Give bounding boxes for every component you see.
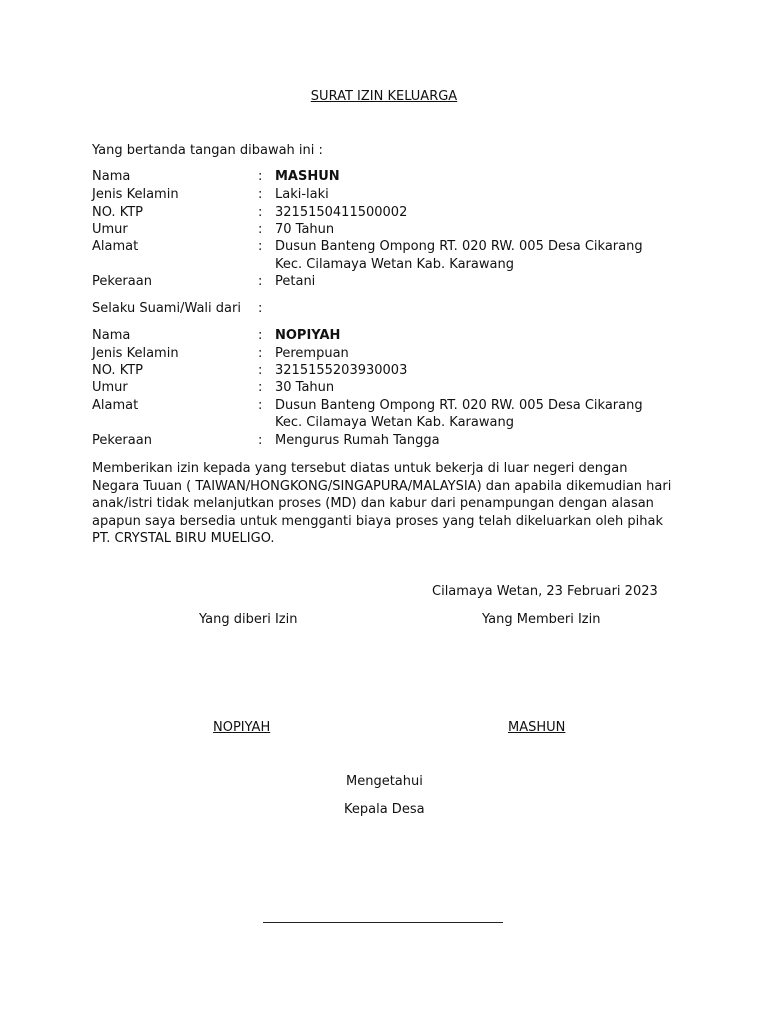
left-signatory-name: NOPIYAH bbox=[213, 720, 271, 735]
p2-alamat-line2: Kec. Cilamaya Wetan Kab. Karawang bbox=[275, 415, 514, 430]
p1-pekerjaan-value: Petani bbox=[275, 274, 316, 289]
p2-jk-label: Jenis Kelamin bbox=[92, 346, 179, 361]
p1-alamat-line1: Dusun Banteng Ompong RT. 020 RW. 005 Desa Cikarang bbox=[275, 239, 643, 254]
p2-alamat-line1: Dusun Banteng Ompong RT. 020 RW. 005 Desa Cikarang bbox=[275, 398, 643, 413]
p1-ktp-value: 3215150411500002 bbox=[275, 205, 408, 220]
colon: : bbox=[258, 346, 263, 361]
colon: : bbox=[258, 398, 263, 413]
p1-nama-label: Nama bbox=[92, 169, 131, 184]
colon: : bbox=[258, 274, 263, 289]
p1-jk-value: Laki-laki bbox=[275, 187, 329, 202]
left-signatory-label: Yang diberi Izin bbox=[199, 612, 298, 627]
document-title: SURAT IZIN KELUARGA bbox=[310, 89, 458, 104]
p1-nama-value: MASHUN bbox=[275, 169, 340, 184]
colon: : bbox=[258, 380, 263, 395]
statement-paragraph: Memberikan izin kepada yang tersebut diatas untuk bekerja di luar negeri dengan Negara Tuuan ( TAIWAN/HONGKONG/SINGAPURA/MALAYSIA) dan apabila dikemudian hari anak/istri tidak melanjutkan proses (MD) dan kabur dari penampungan dengan alasan apapun saya bersedia untuk mengganti biaya proses yang telah dikeluarkan oleh pihak PT. CRYSTAL BIRU MUELIGO. bbox=[92, 461, 672, 546]
p1-jk-label: Jenis Kelamin bbox=[92, 187, 179, 202]
p2-alamat-label: Alamat bbox=[92, 398, 139, 413]
colon: : bbox=[258, 239, 263, 254]
p1-pekerjaan-label: Pekeraan bbox=[92, 274, 152, 289]
colon: : bbox=[258, 433, 263, 448]
p1-alamat-label: Alamat bbox=[92, 239, 139, 254]
p2-nama-label: Nama bbox=[92, 328, 131, 343]
p2-jk-value: Perempuan bbox=[275, 346, 349, 361]
p2-umur-value: 30 Tahun bbox=[275, 380, 335, 395]
colon: : bbox=[258, 222, 263, 237]
intro-text: Yang bertanda tangan dibawah ini : bbox=[92, 143, 323, 158]
colon: : bbox=[258, 328, 263, 343]
p2-ktp-label: NO. KTP bbox=[92, 363, 143, 378]
colon: : bbox=[258, 363, 263, 378]
colon: : bbox=[258, 187, 263, 202]
p1-ktp-label: NO. KTP bbox=[92, 205, 143, 220]
p2-nama-value: NOPIYAH bbox=[275, 328, 341, 343]
village-head-label: Kepala Desa bbox=[344, 802, 425, 817]
colon: : bbox=[258, 301, 263, 316]
place-date: Cilamaya Wetan, 23 Februari 2023 bbox=[432, 584, 658, 599]
p2-pekerjaan-label: Pekeraan bbox=[92, 433, 152, 448]
village-head-signature-line bbox=[263, 922, 503, 923]
colon: : bbox=[258, 169, 263, 184]
p2-pekerjaan-value: Mengurus Rumah Tangga bbox=[275, 433, 440, 448]
right-signatory-label: Yang Memberi Izin bbox=[482, 612, 601, 627]
acknowledge-label: Mengetahui bbox=[346, 774, 423, 789]
p1-alamat-line2: Kec. Cilamaya Wetan Kab. Karawang bbox=[275, 257, 514, 272]
p1-umur-label: Umur bbox=[92, 222, 128, 237]
relation-label: Selaku Suami/Wali dari bbox=[92, 301, 241, 316]
p2-ktp-value: 3215155203930003 bbox=[275, 363, 408, 378]
colon: : bbox=[258, 205, 263, 220]
right-signatory-name: MASHUN bbox=[508, 720, 566, 735]
p1-umur-value: 70 Tahun bbox=[275, 222, 335, 237]
p2-umur-label: Umur bbox=[92, 380, 128, 395]
